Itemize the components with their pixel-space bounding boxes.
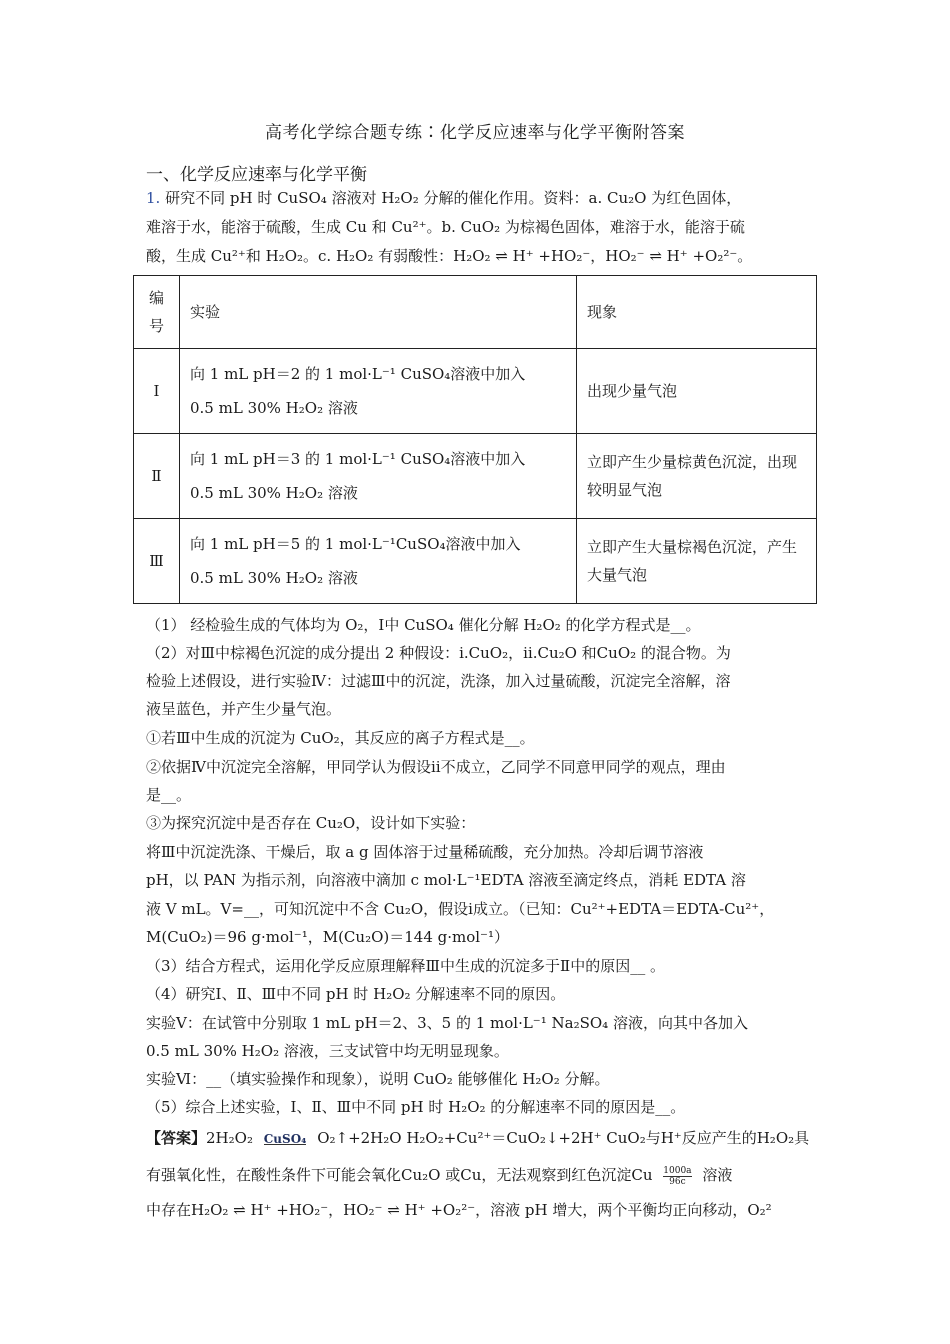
fraction-denominator: 96c [669,1176,686,1187]
table-header-row [134,276,817,349]
body-line: 是__。 [146,786,192,804]
experiment-line: 0.5 mL 30% H₂O₂ 溶液 [190,399,358,417]
experiment-line: 向 1 mL pH＝2 的 1 mol·L⁻¹ CuSO₄溶液中加入 [190,365,526,383]
question-number: 1. [146,189,161,207]
table-row [134,349,817,434]
fraction [663,1166,691,1187]
experiment-line: 向 1 mL pH＝5 的 1 mol·L⁻¹CuSO₄溶液中加入 [190,535,521,553]
body-line: 液 V mL。V=__，可知沉淀中不含 Cu₂O，假设ⅰ成立。（已知：Cu²⁺+EDTA＝EDTA-Cu²⁺， [146,900,775,918]
body-line: 0.5 mL 30% H₂O₂ 溶液，三支试管中均无明显现象。 [146,1042,509,1060]
header-phenomenon: 现象 [577,276,817,349]
header-id: 编号 [134,276,180,349]
answer-text-end: 溶液 [702,1166,733,1184]
answer-line-1 [146,1128,811,1148]
row-id: Ⅰ [134,349,180,434]
answer-line-3: 中存在H₂O₂ ⇌ H⁺ +HO₂⁻，HO₂⁻ ⇌ H⁺ +O₂²⁻，溶液 pH 增大，两个平衡均正向移动，O₂² [146,1201,772,1219]
body-line: pH，以 PAN 为指示剂，向溶液中滴加 c mol·L⁻¹EDTA 溶液至滴定终点，消耗 EDTA 溶 [146,871,746,889]
body-line: 将Ⅲ中沉淀洗涤、干燥后，取 a g 固体溶于过量稀硫酸，充分加热。冷却后调节溶液 [146,843,704,861]
body-line: （4）研究Ⅰ、Ⅱ、Ⅲ中不同 pH 时 H₂O₂ 分解速率不同的原因。 [146,985,566,1003]
row-experiment [180,519,577,604]
row-id: Ⅱ [134,434,180,519]
body-line: （3）结合方程式，运用化学反应原理解释Ⅲ中生成的沉淀多于Ⅱ中的原因__ 。 [146,957,665,975]
row-phenomenon: 出现少量气泡 [577,349,817,434]
body-line: （2）对Ⅲ中棕褐色沉淀的成分提出 2 种假设：ⅰ.CuO₂，ⅱ.Cu₂O 和CuO₂ 的混合物。为 [146,644,731,662]
experiment-line: 向 1 mL pH＝3 的 1 mol·L⁻¹ CuSO₄溶液中加入 [190,450,526,468]
body-line: 实验Ⅴ：在试管中分别取 1 mL pH＝2、3、5 的 1 mol·L⁻¹ Na₂SO₄ 溶液，向其中各加入 [146,1014,748,1032]
row-experiment [180,434,577,519]
question-intro-line-3: 酸，生成 Cu²⁺和 H₂O₂。c. H₂O₂ 有弱酸性：H₂O₂ ⇌ H⁺ +HO₂⁻，HO₂⁻ ⇌ H⁺ +O₂²⁻。 [146,247,753,265]
body-line: M(CuO₂)＝96 g·mol⁻¹，M(Cu₂O)＝144 g·mol⁻¹） [146,928,509,946]
row-experiment [180,349,577,434]
body-line: 检验上述假设，进行实验Ⅳ：过滤Ⅲ中的沉淀，洗涤，加入过量硫酸，沉淀完全溶解，溶 [146,672,731,690]
document-title: 高考化学综合题专练∶化学反应速率与化学平衡附答案 [265,123,685,143]
answer-label: 【答案】 [146,1129,207,1147]
body-line: ②依据Ⅳ中沉淀完全溶解，甲同学认为假设ⅱ不成立，乙同学不同意甲同学的观点，理由 [146,758,726,776]
section-heading: 一、化学反应速率与化学平衡 [146,165,367,185]
answer-text: 有强氧化性，在酸性条件下可能会氧化Cu₂O 或Cu，无法观察到红色沉淀Cu [146,1166,653,1184]
row-phenomenon: 立即产生少量棕黄色沉淀，出现较明显气泡 [577,434,817,519]
table-row [134,519,817,604]
experiment-table [133,275,817,604]
answer-reactant: 2H₂O₂ [206,1129,253,1147]
header-experiment: 实验 [180,276,577,349]
body-line: ③为探究沉淀中是否存在 Cu₂O，设计如下实验： [146,814,476,832]
row-id: Ⅲ [134,519,180,604]
question-intro-line-1 [146,188,811,208]
body-line: 液呈蓝色，并产生少量气泡。 [146,700,342,718]
body-line: （5）综合上述实验，Ⅰ、Ⅱ、Ⅲ中不同 pH 时 H₂O₂ 的分解速率不同的原因是__。 [146,1098,686,1116]
experiment-line: 0.5 mL 30% H₂O₂ 溶液 [190,569,358,587]
row-phenomenon: 立即产生大量棕褐色沉淀，产生大量气泡 [577,519,817,604]
catalyst-label: CuSO₄ [263,1131,307,1146]
body-line: 实验Ⅵ：__（填实验操作和现象），说明 CuO₂ 能够催化 H₂O₂ 分解。 [146,1070,610,1088]
body-line: （1） 经检验生成的气体均为 O₂，Ⅰ中 CuSO₄ 催化分解 H₂O₂ 的化学方程式是__。 [146,616,701,634]
body-line: ①若Ⅲ中生成的沉淀为 CuO₂，其反应的离子方程式是__。 [146,729,535,747]
table-row [134,434,817,519]
answer-line-2 [146,1165,811,1187]
fraction-numerator: 1000a [663,1165,692,1176]
catalyst-over-arrow [263,1131,307,1146]
intro-text-1: 研究不同 pH 时 CuSO₄ 溶液对 H₂O₂ 分解的催化作用。资料：a. Cu₂O 为红色固体， [165,189,742,207]
answer-products: O₂↑+2H₂O H₂O₂+Cu²⁺＝CuO₂↓+2H⁺ CuO₂与H⁺反应产生的H₂O₂具 [317,1129,810,1147]
experiment-line: 0.5 mL 30% H₂O₂ 溶液 [190,484,358,502]
question-intro-line-2: 难溶于水，能溶于硫酸，生成 Cu 和 Cu²⁺。b. CuO₂ 为棕褐色固体，难溶于水，能溶于硫 [146,218,745,236]
